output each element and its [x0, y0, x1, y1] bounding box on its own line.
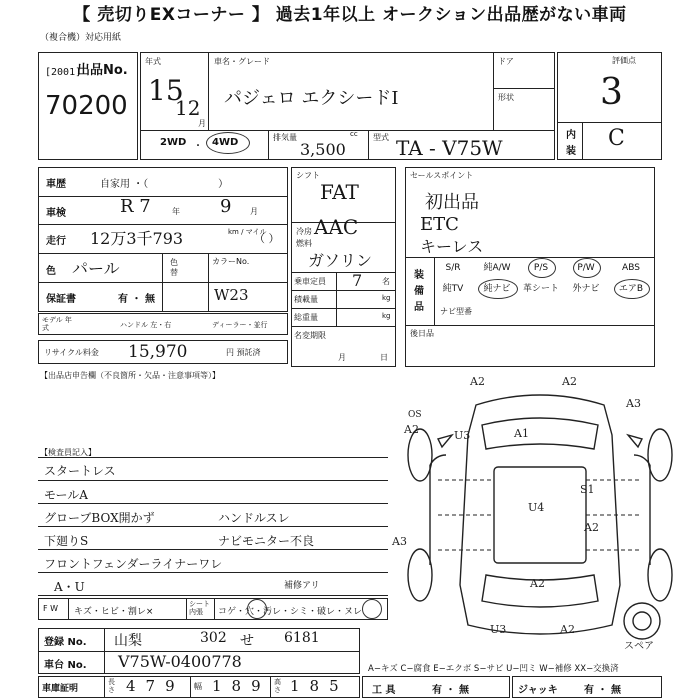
- reg-num: 6181: [284, 630, 320, 646]
- inspector-note-2: モールA: [44, 488, 88, 502]
- damage-mark-s1-right: S1: [580, 483, 595, 496]
- selling-point-1: 初出品: [425, 192, 479, 213]
- drive-4wd: 4WD: [212, 137, 239, 148]
- equip-pw: P/W: [577, 263, 595, 273]
- shape-label: 形状: [498, 93, 514, 102]
- capacity-unit: 名: [382, 277, 390, 286]
- interior-label-1: 内: [566, 130, 576, 141]
- equip-nav: 純ナビ: [483, 284, 511, 294]
- equip-pw-circle: [573, 258, 601, 278]
- equip-label-1: 装: [414, 270, 424, 281]
- damage-mark-a2-rear: A2: [530, 577, 545, 590]
- year-label: 年式: [145, 57, 161, 66]
- lot-label: 出品No.: [77, 63, 128, 78]
- equip-airbag: エアB: [618, 284, 644, 294]
- warranty-label: 保証書: [46, 294, 76, 305]
- chassis-value: V75W-0400778: [118, 652, 242, 671]
- damage-mark-a2-left-mirror: A2: [404, 423, 419, 436]
- mileage-value: 12万3千793: [90, 229, 184, 248]
- ac-label: 冷房: [296, 227, 312, 236]
- color-label: 色: [46, 266, 56, 277]
- repair-note: 補修アリ: [284, 581, 320, 591]
- wet-circle: [362, 599, 382, 619]
- dealer-label: ディーラー・並行: [212, 321, 268, 329]
- jack-label: ジャッキ: [518, 685, 558, 696]
- title-banner: 【 売切りEXコーナー 】 過去1年以上 オークション出品歴がない車両: [73, 5, 627, 25]
- lot-prefix: [2001]: [45, 67, 82, 78]
- damage-mark-a3-right: A3: [626, 397, 641, 410]
- inspection-year-unit: 年: [172, 207, 180, 216]
- year-value: 15: [148, 74, 184, 107]
- inspection-month-unit: 月: [250, 207, 258, 216]
- color-change-label: 色替: [170, 258, 178, 277]
- equip-nav-circle: [478, 279, 518, 299]
- recycle-label: リサイクル料金: [44, 348, 99, 357]
- selling-point-3: キーレス: [420, 237, 484, 256]
- history-label: 車歴: [46, 179, 66, 190]
- color-no-label: カラーNo.: [212, 257, 250, 266]
- equip-leather: 革シート: [522, 284, 559, 294]
- equip-sr: S/R: [445, 263, 461, 273]
- damage-mark-a2-front-left: A2: [470, 375, 485, 388]
- tool-value: 有 ・ 無: [432, 685, 469, 696]
- width-value: 189: [212, 677, 271, 695]
- lot-number: 70200: [45, 91, 128, 121]
- recycle-value: 15,970: [128, 342, 188, 362]
- damage-mark-a3-left: A3: [392, 535, 407, 548]
- jack-value: 有 ・ 無: [584, 685, 621, 696]
- seat-items: コゲ・穴・汚レ・シミ・破レ・ヌレ: [218, 607, 363, 617]
- warranty-options: 有 ・ 無: [118, 294, 155, 305]
- load-unit: kg: [382, 294, 391, 302]
- mileage-unit: km / マイル: [228, 228, 267, 236]
- inspector-note-6: A・U: [54, 580, 85, 594]
- color-value: パール: [72, 259, 120, 278]
- equip-airbag-circle: [614, 279, 650, 299]
- outlet-label: 【出品店申告欄（不良箇所・欠品・注意事項等）】: [40, 371, 220, 380]
- form-subnote: （複合機）対応用紙: [40, 33, 122, 43]
- damage-mark-a1-hood: A1: [514, 427, 529, 440]
- seat-label: シート 内張: [189, 600, 210, 616]
- inspector-note-8: ナビモニター不良: [218, 534, 315, 548]
- interior-value: C: [608, 126, 625, 151]
- inspector-note-3: グローブBOX開かず: [44, 511, 155, 525]
- weight-label: 総重量: [294, 313, 318, 322]
- inspection-month: 9: [220, 196, 232, 217]
- reg-kana: せ: [240, 633, 254, 649]
- damage-mark-u3-rear: U3: [490, 623, 507, 636]
- displacement-label: 排気量: [273, 133, 297, 142]
- inspector-note-1: スタートレス: [44, 464, 116, 478]
- equip-ext-nav: 外ナビ: [572, 284, 600, 294]
- equip-ps-circle: [528, 258, 556, 278]
- spare-label: スペア: [624, 641, 654, 652]
- reg-class: 302: [200, 630, 227, 646]
- car-name-label: 車名・グレード: [214, 57, 270, 66]
- equip-abs: ABS: [622, 263, 640, 273]
- nav-model-label: ナビ型番: [440, 307, 472, 316]
- fuel-value: ガソリン: [308, 251, 373, 270]
- equip-label-2: 備: [414, 286, 424, 297]
- width-label: 幅: [194, 682, 202, 691]
- color-no-value: W23: [214, 286, 249, 304]
- equip-aw: 純A/W: [483, 263, 511, 273]
- weight-unit: kg: [382, 312, 391, 320]
- score-value: 3: [600, 72, 623, 113]
- drive-4wd-circle: [206, 132, 250, 154]
- hole-circle: [247, 599, 267, 619]
- mileage-label: 走行: [46, 236, 66, 247]
- mileage-paren: （ ）: [254, 232, 280, 245]
- equip-tv: 純TV: [442, 284, 464, 294]
- deadline-month: 月: [338, 353, 346, 362]
- damage-mark-u3-left: U3: [454, 429, 471, 442]
- tool-label: 工 具: [372, 685, 396, 696]
- damage-legend: A−キズ C−腐食 E−エクボ S−サビ U−凹ミ W−補修 XX−交換済: [368, 664, 619, 674]
- capacity-value: 7: [352, 271, 363, 290]
- damage-mark-a2-right-rear: A2: [584, 521, 599, 534]
- model-value: TA - V75W: [396, 136, 503, 160]
- height-value: 185: [290, 677, 349, 695]
- fw-label: F W: [43, 604, 59, 613]
- reg-area: 山梨: [114, 633, 142, 649]
- car-name-value: パジェロ エクシードⅠ: [224, 88, 399, 109]
- inspector-label: 【検査員記入】: [40, 448, 96, 457]
- displacement-unit: cc: [350, 130, 358, 138]
- fuel-label: 燃料: [296, 239, 312, 248]
- capacity-label: 乗車定員: [294, 277, 326, 286]
- inspector-note-7: ハンドルスレ: [218, 511, 290, 525]
- shift-value: FAT: [320, 180, 359, 204]
- model-type-label: モデル 年式: [42, 316, 72, 332]
- chassis-label: 車台 No.: [44, 660, 87, 671]
- damage-mark-a2-bumper: A2: [560, 623, 575, 636]
- selling-label: セールスポイント: [410, 171, 474, 180]
- equip-label-3: 品: [414, 302, 424, 313]
- handle-label: ハンドル 左・右: [120, 321, 172, 329]
- recycle-unit: 円 預託済: [226, 348, 261, 357]
- car-damage-diagram: [390, 375, 690, 660]
- dims-label: 車庫証明: [42, 684, 79, 694]
- month-unit: 月: [198, 119, 206, 128]
- deadline-day: 日: [380, 353, 388, 362]
- month-value: 12: [175, 96, 201, 120]
- damage-mark-a2-front-right: A2: [562, 375, 577, 388]
- door-label: ドア: [498, 57, 514, 66]
- reg-label: 登録 No.: [44, 637, 87, 648]
- score-label: 評価点: [612, 56, 636, 65]
- length-label: 長さ: [108, 678, 115, 694]
- damage-mark-u4-roof: U4: [528, 501, 545, 514]
- inspector-note-4: 下廻りS: [44, 534, 89, 548]
- lot-box: [38, 52, 138, 160]
- deadline-label: 名変期限: [294, 331, 326, 340]
- shift-label: シフト: [296, 171, 320, 180]
- model-label: 型式: [373, 133, 389, 142]
- height-label: 高さ: [274, 678, 281, 694]
- interior-label-2: 装: [566, 146, 576, 157]
- history-value: 自家用 ・（ ）: [100, 179, 229, 190]
- load-label: 積載量: [294, 295, 318, 304]
- ac-value: AAC: [314, 215, 359, 239]
- drive-2wd: 2WD: [160, 137, 187, 148]
- equip-ps: P/S: [533, 263, 549, 273]
- damage-mark-os: OS: [408, 410, 422, 420]
- selling-point-2: ETC: [420, 214, 459, 235]
- fw-items: キズ・ヒビ・割レ×: [74, 607, 154, 617]
- inspection-value: R 7: [120, 196, 151, 217]
- inspection-label: 車検: [46, 208, 66, 219]
- rear-seat-label: 後日品: [410, 329, 434, 338]
- length-value: 479: [126, 677, 185, 695]
- inspector-note-5: フロントフェンダーライナーワレ: [44, 557, 223, 571]
- displacement-value: 3,500: [300, 140, 346, 159]
